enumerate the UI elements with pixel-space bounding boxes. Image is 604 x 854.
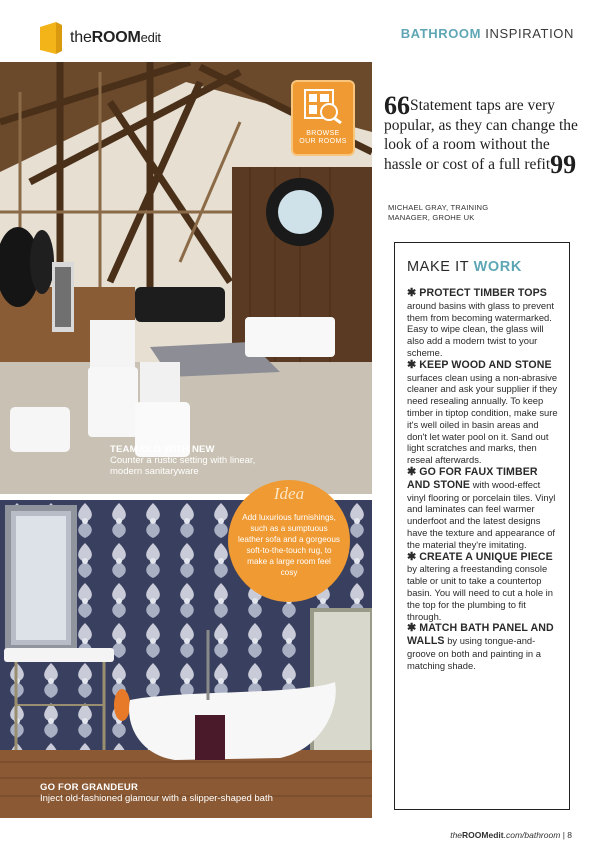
attribution-line2: MANAGER, GROHE UK — [388, 213, 475, 222]
idea-text: Add luxurious furnishings, such as a sumptuous leather sofa and a gorgeous soft-to-the-touch rug, to make a large room feel cosy — [238, 513, 340, 577]
tip-head: CREATE A UNIQUE PIECE — [419, 550, 553, 563]
asterisk-icon: ✱ — [407, 550, 420, 563]
attribution-line1: MICHAEL GRAY, TRAINING — [388, 203, 489, 212]
quote-text: Statement taps are very popular, as they can change the look of a room without the hassle or cost of a full refit — [384, 97, 578, 173]
logo-door-icon — [38, 21, 64, 55]
tip-head: MATCH BATH PANEL AND WALLS — [407, 622, 554, 648]
tip-head: PROTECT TIMBER TOPS — [419, 287, 547, 299]
logo-prefix: the — [70, 29, 92, 46]
asterisk-icon: ✱ — [407, 622, 420, 635]
photo1-caption — [110, 444, 270, 477]
tip-body: by altering a freestanding console table or unit to take a countertop basin. You will need to cut a hole in the top for the plumbing to fit through. — [407, 563, 553, 622]
tip-item — [407, 622, 559, 671]
quote-attribution — [388, 203, 558, 223]
site-logo[interactable] — [38, 20, 161, 56]
section-title — [401, 26, 574, 41]
tip-body: surfaces clean using a non-abrasive cleaner and ask your supplier if they need resealing annually. To keep timber in tiptop condition, make sure it's well oiled in basin areas and don't let water pool on it. Sand out light scratches and marks, then reseal afterwards. — [407, 371, 558, 466]
photo2-caption-title: GO FOR GRANDEUR — [40, 782, 138, 793]
idea-bubble — [228, 480, 350, 602]
tip-item — [407, 551, 559, 623]
footer-brand: ROOMedit — [462, 830, 504, 840]
close-quote-mark: 99 — [550, 149, 577, 179]
section-rest: INSPIRATION — [481, 26, 574, 41]
asterisk-icon: ✱ — [407, 465, 420, 478]
section-accent: BATHROOM — [400, 26, 482, 41]
tip-item — [407, 287, 559, 359]
room-grid-magnifier-icon — [303, 88, 345, 129]
photo1-caption-title: TEAM OLD WITH NEW — [110, 444, 215, 455]
make-it-work-title — [407, 259, 522, 275]
tip-body: with wood-effect vinyl flooring or porcelain tiles. Vinyl and laminates can feel warmer underfoot and the latest designs have the texture and appearance of the material they're imitating. — [407, 478, 556, 550]
title-accent: WORK — [473, 259, 522, 275]
asterisk-icon: ✱ — [407, 287, 420, 299]
footer-url[interactable] — [450, 830, 572, 840]
pull-quote — [384, 91, 584, 179]
footer-prefix: the — [450, 830, 463, 840]
photo2-caption — [40, 782, 360, 804]
footer-suffix: .com/bathroom — [503, 830, 561, 840]
photo2-caption-text: Inject old-fashioned glamour with a slipper-shaped bath — [40, 793, 273, 804]
tip-head: GO FOR FAUX TIMBER AND STONE — [407, 465, 538, 491]
footer-separator: | — [562, 830, 568, 840]
tip-item — [407, 466, 559, 551]
tip-body: by using tongue-and-groove on both and painting in a matching shade. — [407, 635, 541, 671]
tip-item — [407, 359, 559, 466]
page-number: 8 — [567, 830, 572, 840]
logo-suffix: edit — [140, 30, 161, 45]
tip-head: KEEP WOOD AND STONE — [419, 358, 552, 371]
idea-title: Idea — [273, 484, 305, 503]
tips-list — [407, 287, 559, 672]
open-quote-mark: 66 — [384, 91, 410, 120]
browse-label-line1: BROWSE — [306, 130, 340, 137]
browse-rooms-badge[interactable] — [291, 80, 355, 156]
asterisk-icon: ✱ — [407, 358, 420, 371]
tip-body: around basins with glass to prevent them from becoming watermarked. Easy to wipe clean, the glass will also add a modern twist to your scheme. — [407, 299, 554, 358]
make-it-work-box — [394, 242, 570, 810]
title-plain: MAKE IT — [407, 259, 474, 275]
browse-label-line2: OUR ROOMS — [299, 138, 347, 145]
photo1-caption-text: Counter a rustic setting with linear, modern sanitaryware — [110, 455, 256, 477]
logo-room: ROOM — [91, 29, 141, 46]
